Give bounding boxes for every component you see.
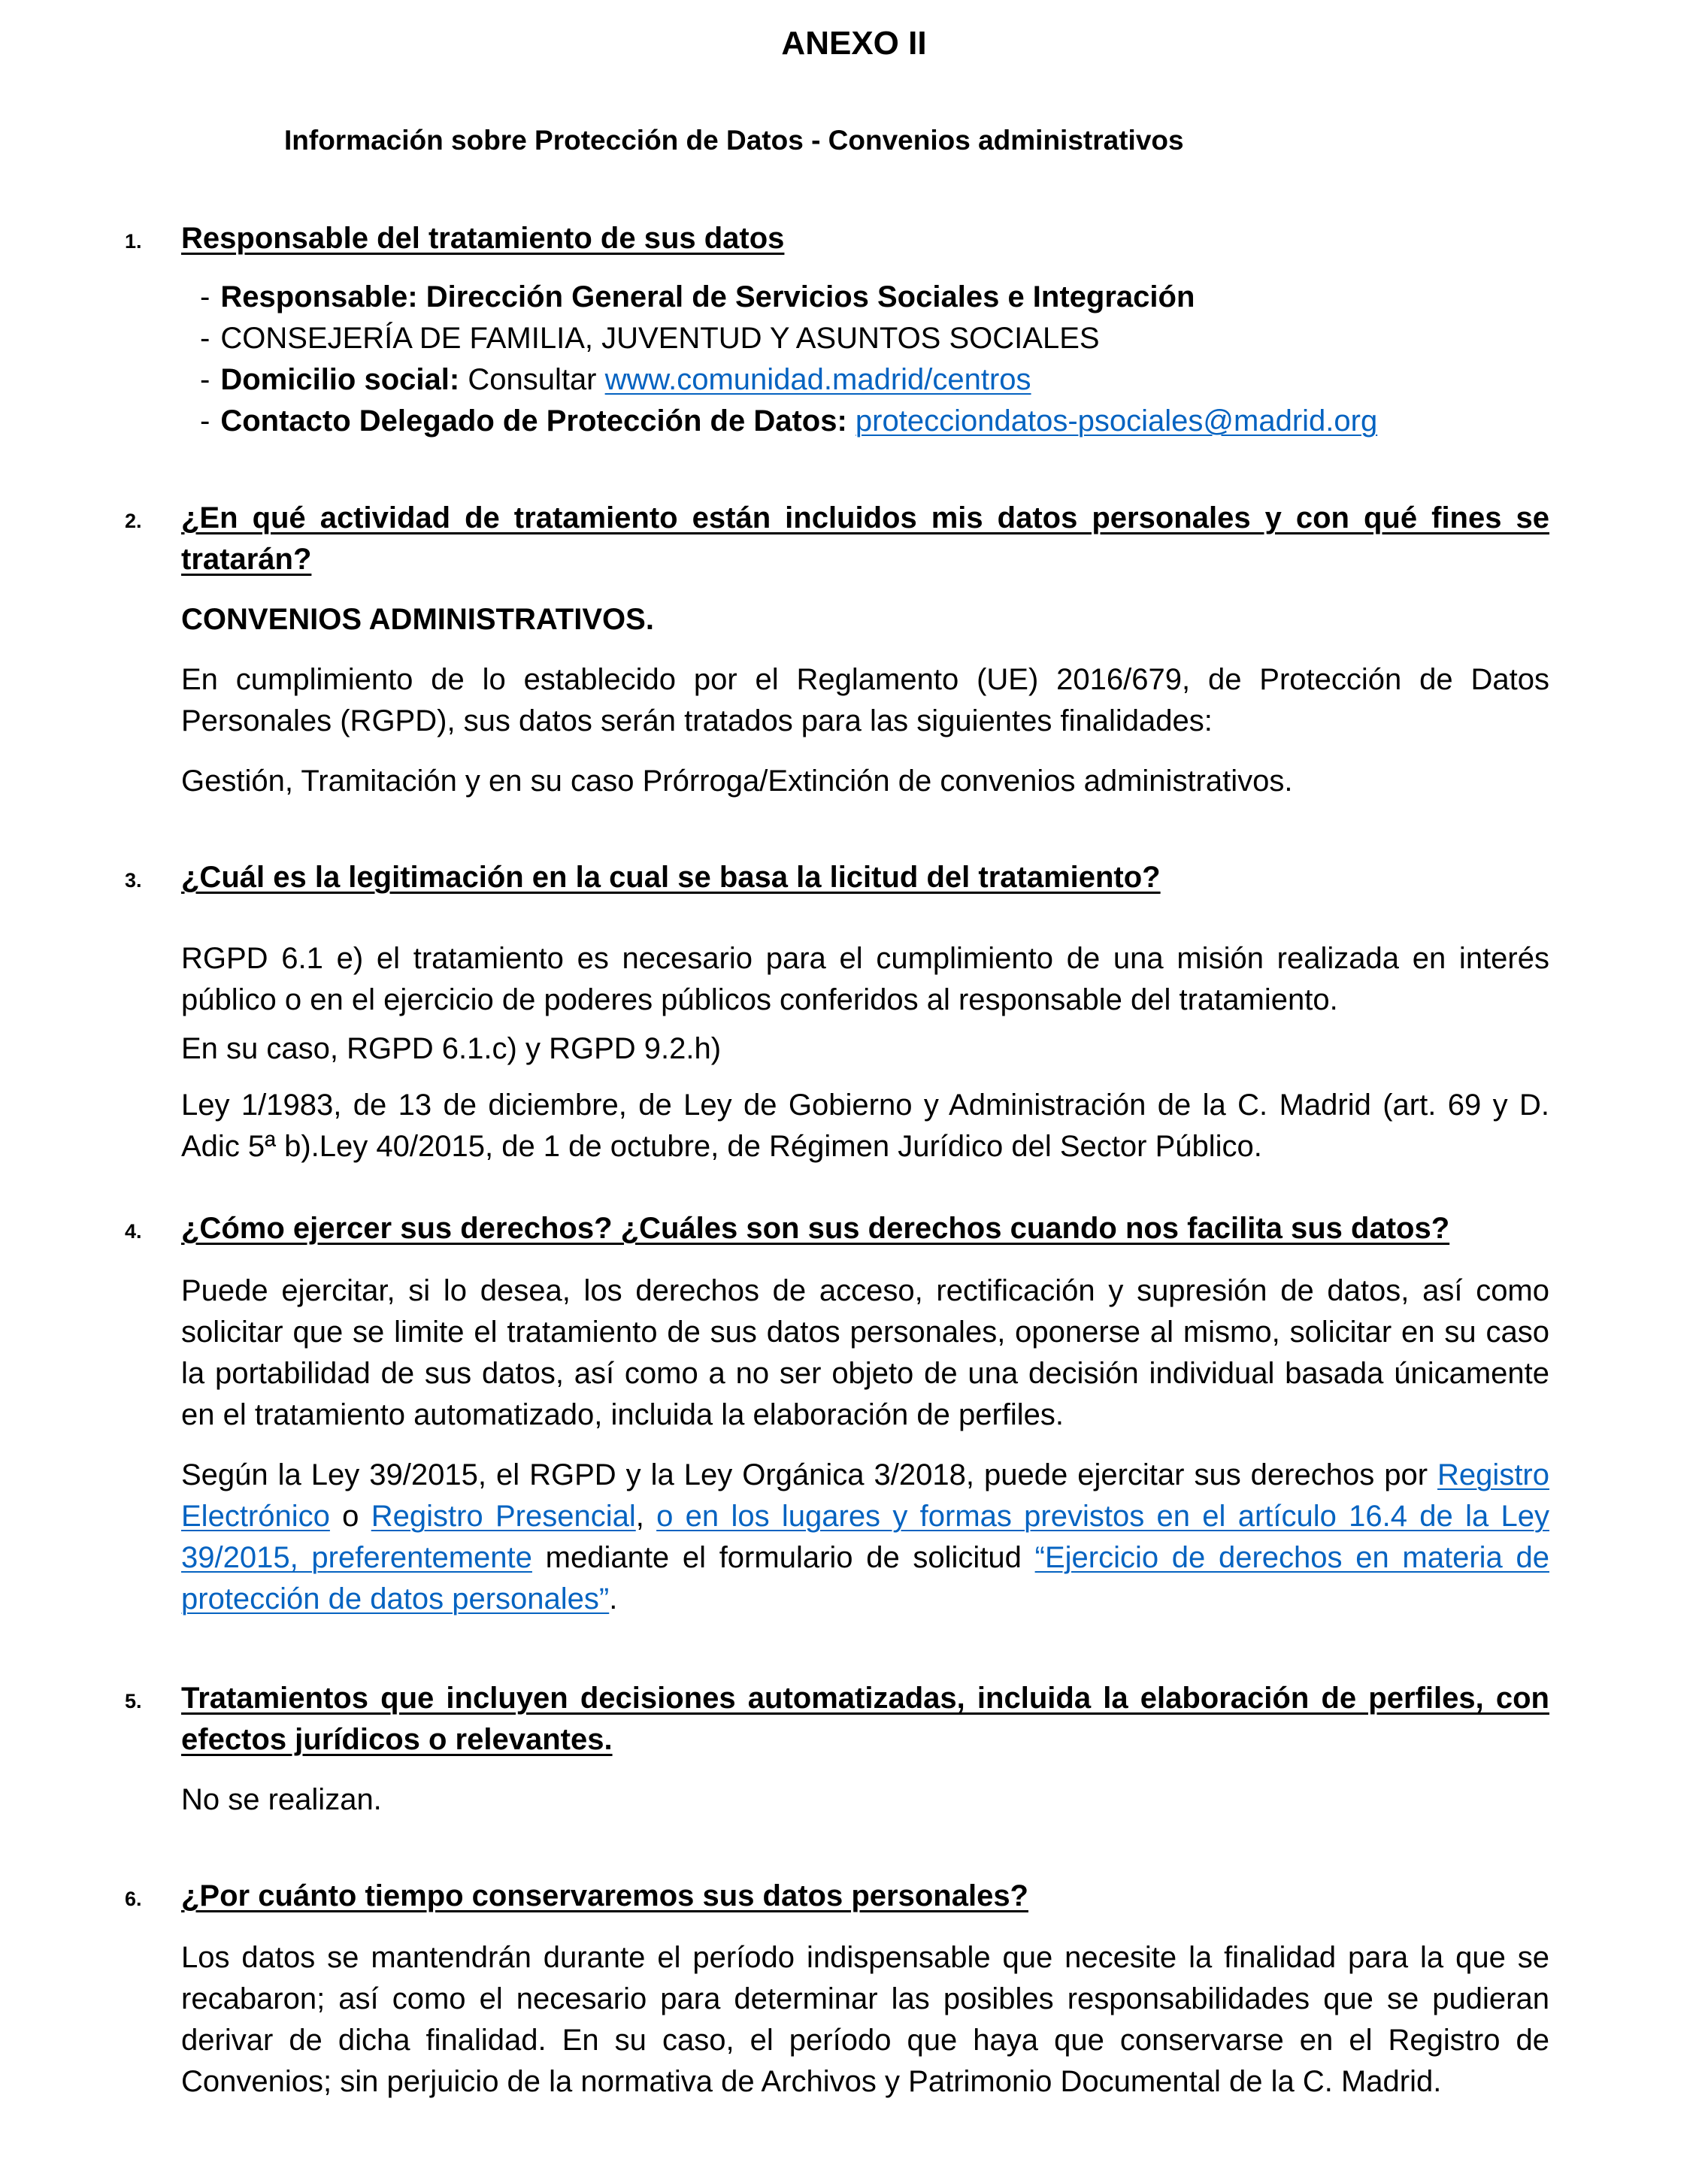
section-5-heading: Tratamientos que incluyen decisiones automatizadas, incluida la elaboración de perfiles, con efectos jurídicos o relevantes.	[181, 1682, 1549, 1756]
section-4-p2-text-a: Según la Ley 39/2015, el RGPD y la Ley Orgánica 3/2018, puede ejercitar sus derechos por	[181, 1458, 1428, 1491]
section-3-paragraph-1: RGPD 6.1 e) el tratamiento es necesario para el cumplimiento de una misión realizada en interés público o en el ejercicio de poderes públicos conferidos al responsable del tratamiento.	[181, 942, 1549, 1016]
section-3-paragraph-2: En su caso, RGPD 6.1.c) y RGPD 9.2.h)	[181, 1032, 722, 1065]
formulario-derechos-link[interactable]: “Ejercicio de derechos en materia de protección de datos personales”	[181, 1541, 1549, 1615]
section-5-paragraph-1: No se realizan.	[181, 1783, 382, 1816]
section-4-paragraph-1: Puede ejercitar, si lo desea, los derechos de acceso, rectificación y supresión de datos, así como solicitar que se limite el tratamiento de sus datos personales, oponerse al mismo, solicitar en su caso la portabilidad de sus datos, así como a no ser objeto de una decisión individual basada únicamente en el tratamiento automatizado, incluida la elaboración de perfiles.	[181, 1274, 1549, 1431]
section-2-paragraph-1: En cumplimiento de lo establecido por el Reglamento (UE) 2016/679, de Protección de Datos Personales (RGPD), sus datos serán tratados para las siguientes finalidades:	[181, 663, 1549, 737]
section-4-p2-text-b: o	[342, 1500, 359, 1533]
section-1-bullet-responsable: - Responsable: Dirección General de Servicios Sociales e Integración	[200, 280, 1195, 313]
document-subtitle: Información sobre Protección de Datos - Convenios administrativos	[284, 125, 1184, 156]
bullet-domicilio-text: Consultar	[468, 363, 597, 396]
bullet-responsable-text: Responsable: Dirección General de Servicios Sociales e Integración	[220, 280, 1195, 313]
centros-link[interactable]: www.comunidad.madrid/centros	[604, 363, 1031, 396]
section-6-paragraph-1: Los datos se mantendrán durante el período indispensable que necesite la finalidad para la que se recabaron; así como el necesario para determinar las posibles responsabilidades que se pudieran derivar de dicha finalidad. En su caso, el período que haya que conservarse en el Registro de Convenios; sin perjuicio de la normativa de Archivos y Patrimonio Documental de la C. Madrid.	[181, 1941, 1549, 2098]
section-3-number: 3.	[125, 869, 142, 892]
registro-electronico-link[interactable]: Registro Electrónico	[181, 1458, 1549, 1533]
section-4-p2-text-c: ,	[635, 1500, 644, 1533]
registro-presencial-link[interactable]: Registro Presencial	[371, 1500, 636, 1533]
section-4-heading: ¿Cómo ejercer sus derechos? ¿Cuáles son sus derechos cuando nos facilita sus datos?	[181, 1212, 1450, 1245]
dpo-email-link[interactable]: protecciondatos-psociales@madrid.org	[855, 404, 1378, 438]
section-2-paragraph-2: Gestión, Tramitación y en su caso Prórroga/Extinción de convenios administrativos.	[181, 765, 1293, 798]
bullet-consejeria-text: CONSEJERÍA DE FAMILIA, JUVENTUD Y ASUNTOS SOCIALES	[220, 322, 1100, 355]
lugares-formas-link[interactable]: o en los lugares y formas previstos en el artículo 16.4 de la Ley 39/2015, preferentemente	[181, 1500, 1549, 1574]
section-4-number: 4.	[125, 1220, 142, 1243]
section-2-heading: ¿En qué actividad de tratamiento están incluidos mis datos personales y con qué fines se tratarán?	[181, 501, 1549, 576]
section-6-number: 6.	[125, 1888, 142, 1910]
bullet-contacto-label: Contacto Delegado de Protección de Datos:	[220, 404, 847, 438]
section-5-number: 5.	[125, 1690, 142, 1712]
section-4-paragraph-2	[181, 1455, 1549, 1620]
bullet-domicilio-label: Domicilio social:	[220, 363, 460, 396]
section-4-p2-text-d: mediante el formulario de solicitud	[545, 1541, 1022, 1574]
section-1-number: 1.	[125, 230, 142, 253]
section-1-bullet-domicilio: - Domicilio social: Consultar www.comunidad.madrid/centros	[200, 363, 1031, 396]
section-6-heading: ¿Por cuánto tiempo conservaremos sus datos personales?	[181, 1879, 1028, 1912]
section-3-paragraph-3: Ley 1/1983, de 13 de diciembre, de Ley de Gobierno y Administración de la C. Madrid (art. 69 y D. Adic 5ª b).Ley 40/2015, de 1 de octubre, de Régimen Jurídico del Sector Público.	[181, 1089, 1549, 1163]
section-1-bullet-contacto: - Contacto Delegado de Protección de Datos: protecciondatos-psociales@madrid.org	[200, 404, 1378, 438]
section-2-number: 2.	[125, 510, 142, 532]
document-title: ANEXO II	[781, 25, 927, 62]
section-1-heading: Responsable del tratamiento de sus datos	[181, 222, 785, 255]
section-4-p2-text-e: .	[609, 1582, 618, 1615]
section-2-activity: CONVENIOS ADMINISTRATIVOS.	[181, 603, 654, 636]
section-1-bullet-consejeria: - CONSEJERÍA DE FAMILIA, JUVENTUD Y ASUNTOS SOCIALES	[200, 322, 1100, 355]
section-3-heading: ¿Cuál es la legitimación en la cual se basa la licitud del tratamiento?	[181, 861, 1161, 894]
